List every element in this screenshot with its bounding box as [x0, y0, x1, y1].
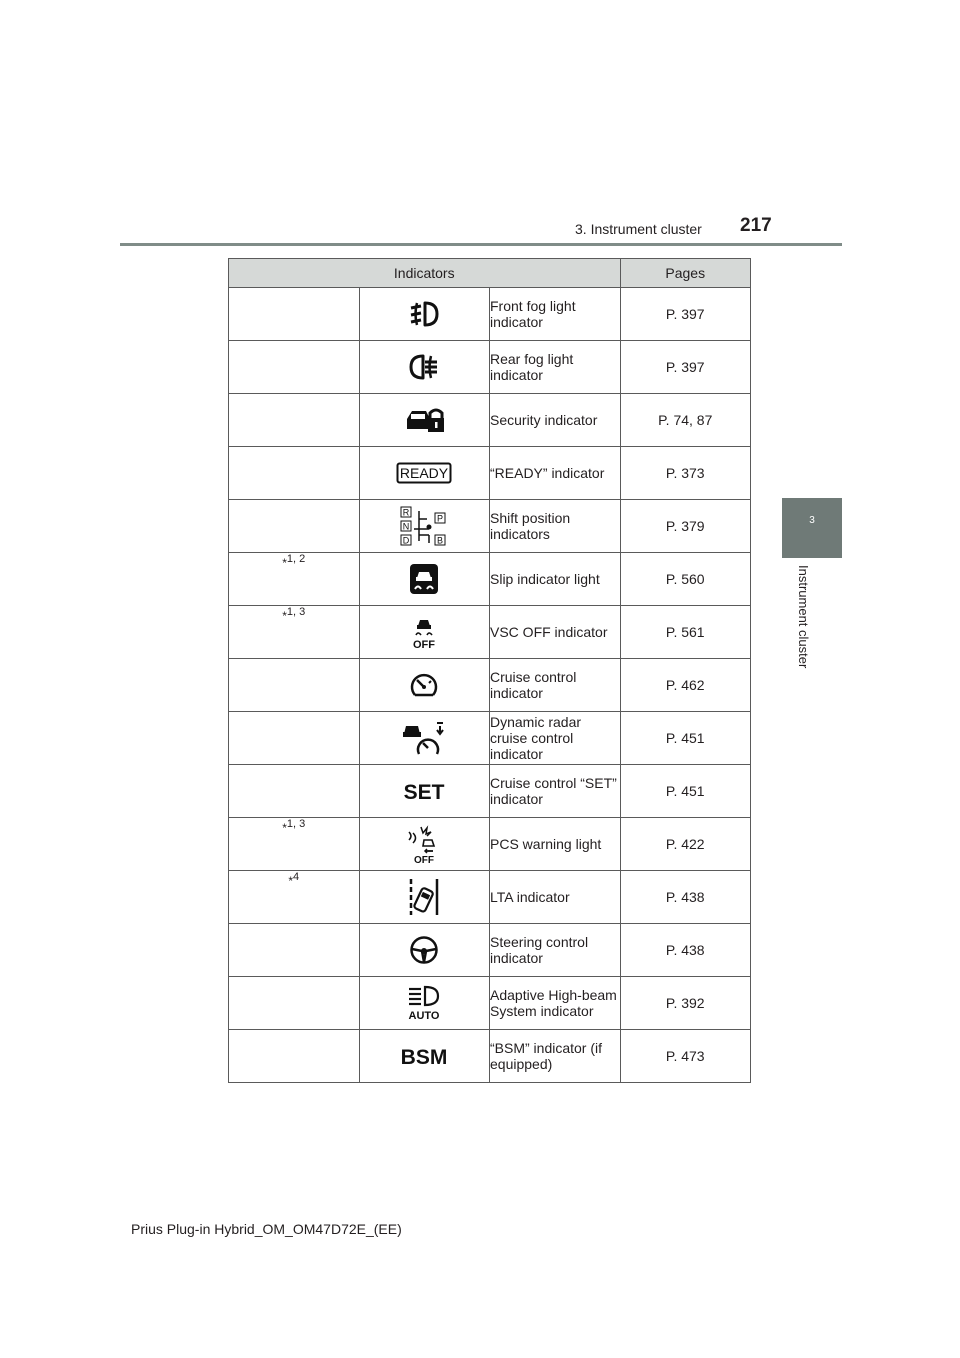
- table-row: [229, 606, 751, 659]
- header-pages: Pages: [620, 259, 751, 288]
- indicator-name: Rear fog light indicator: [490, 341, 621, 394]
- indicator-name: “BSM” indicator (if equipped): [490, 1030, 621, 1083]
- table-header-row: [229, 259, 751, 288]
- indicator-name: Adaptive High-beam System indicator: [490, 977, 621, 1030]
- footnote-mark: [229, 659, 360, 712]
- footnote-mark: [229, 394, 360, 447]
- page-ref: P. 451: [620, 712, 751, 765]
- indicator-name: VSC OFF indicator: [490, 606, 621, 659]
- bsm-label: BSM: [400, 1046, 448, 1068]
- page-ref: P. 438: [620, 871, 751, 924]
- table-row: [229, 765, 751, 818]
- header-divider: [120, 243, 842, 246]
- table-row: [229, 500, 751, 553]
- table-row: [229, 712, 751, 765]
- header-indicators: Indicators: [229, 259, 621, 288]
- page-ref: P. 473: [620, 1030, 751, 1083]
- footnote-mark: [229, 977, 360, 1030]
- page-ref: P. 462: [620, 659, 751, 712]
- vsc-off-icon: [359, 606, 490, 659]
- bsm-icon: [359, 1030, 490, 1083]
- indicators-table: [228, 258, 751, 1083]
- table-row: [229, 659, 751, 712]
- footnote-mark: *$^4$: [229, 871, 360, 924]
- chapter-tab: 3: [782, 498, 842, 558]
- table-row: [229, 1030, 751, 1083]
- page-number: 217: [740, 215, 772, 236]
- page-ref: P. 397: [620, 288, 751, 341]
- cruise-control-icon: [359, 659, 490, 712]
- indicator-name: Steering control indicator: [490, 924, 621, 977]
- footer-doc-id: Prius Plug-in Hybrid_OM_OM47D72E_(EE): [131, 1221, 402, 1237]
- lta-icon: [359, 871, 490, 924]
- footnote-mark: *$^{1, 3}$: [229, 606, 360, 659]
- table-row: [229, 818, 751, 871]
- page-ref: P. 392: [620, 977, 751, 1030]
- page-ref: P. 560: [620, 553, 751, 606]
- front-fog-light-icon: [359, 288, 490, 341]
- indicator-name: Security indicator: [490, 394, 621, 447]
- pcs-off-label: OFF: [414, 855, 435, 864]
- shift-letter-b: B: [437, 535, 444, 546]
- indicator-name: Slip indicator light: [490, 553, 621, 606]
- page-ref: P. 438: [620, 924, 751, 977]
- indicator-name: PCS warning light: [490, 818, 621, 871]
- table-row: [229, 288, 751, 341]
- page-ref: P. 561: [620, 606, 751, 659]
- shift-letter-r: R: [403, 507, 410, 518]
- adaptive-high-beam-icon: [359, 977, 490, 1030]
- table-row: [229, 341, 751, 394]
- shift-letter-n: N: [403, 521, 410, 532]
- footnote-mark: [229, 500, 360, 553]
- indicator-name: Front fog light indicator: [490, 288, 621, 341]
- table-row: [229, 871, 751, 924]
- page-ref: P. 373: [620, 447, 751, 500]
- table-row: [229, 447, 751, 500]
- page-ref: P. 397: [620, 341, 751, 394]
- indicator-name: Cruise control “SET” indicator: [490, 765, 621, 818]
- footnote-mark: [229, 288, 360, 341]
- footnote-mark: [229, 447, 360, 500]
- indicator-name: LTA indicator: [490, 871, 621, 924]
- table-row: [229, 924, 751, 977]
- shift-letter-p: P: [437, 513, 444, 524]
- security-icon: [359, 394, 490, 447]
- set-label: SET: [403, 781, 445, 803]
- steering-control-icon: [359, 924, 490, 977]
- rear-fog-light-icon: [359, 341, 490, 394]
- page-ref: P. 74, 87: [620, 394, 751, 447]
- indicator-name: “READY” indicator: [490, 447, 621, 500]
- page-ref: P. 451: [620, 765, 751, 818]
- footnote-mark: [229, 1030, 360, 1083]
- footnote-mark: *$^{1, 3}$: [229, 818, 360, 871]
- section-title: 3. Instrument cluster: [575, 221, 702, 237]
- page-ref: P. 379: [620, 500, 751, 553]
- slip-indicator-icon: [359, 553, 490, 606]
- indicator-name: Cruise control indicator: [490, 659, 621, 712]
- radar-cruise-icon: [359, 712, 490, 765]
- shift-position-icon: [359, 500, 490, 553]
- set-icon: [359, 765, 490, 818]
- chapter-side-label: Instrument cluster: [796, 565, 811, 669]
- indicator-name: Shift position indicators: [490, 500, 621, 553]
- ready-icon: [359, 447, 490, 500]
- footnote-mark: [229, 924, 360, 977]
- footnote-mark: *$^{1, 2}$: [229, 553, 360, 606]
- footnote-mark: [229, 341, 360, 394]
- indicator-name: Dynamic radar cruise control indicator: [490, 712, 621, 765]
- auto-label: AUTO: [408, 1010, 440, 1021]
- footnote-mark: [229, 765, 360, 818]
- shift-letter-d: D: [403, 535, 410, 546]
- table-row: [229, 394, 751, 447]
- ready-icon-label: READY: [400, 465, 449, 481]
- pcs-warning-icon: [359, 818, 490, 871]
- table-row: [229, 553, 751, 606]
- page-ref: P. 422: [620, 818, 751, 871]
- footnote-mark: [229, 712, 360, 765]
- vsc-off-label: OFF: [413, 639, 436, 650]
- table-row: [229, 977, 751, 1030]
